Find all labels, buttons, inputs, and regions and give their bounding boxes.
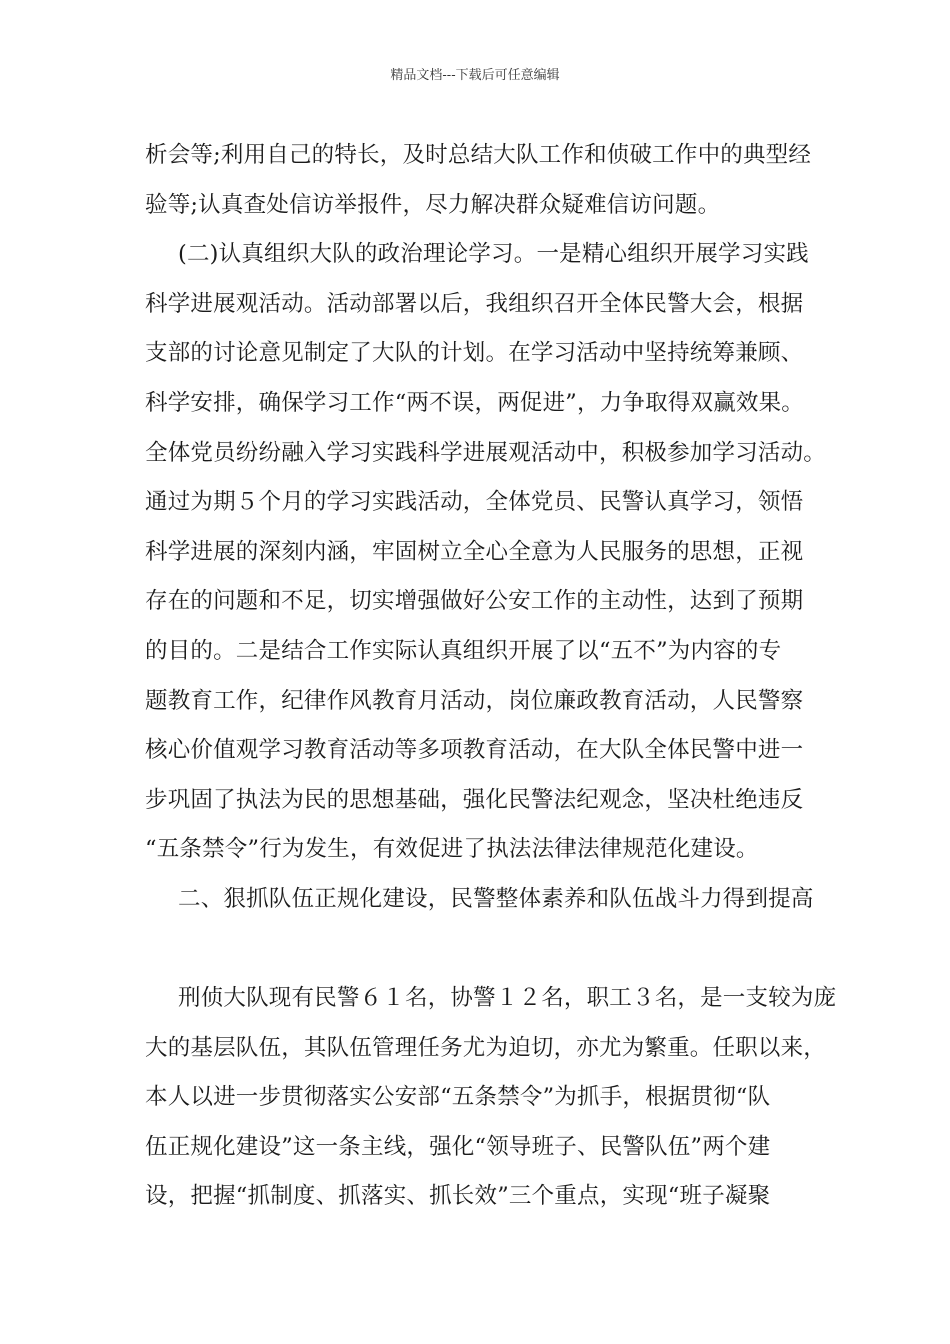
- section-heading: 二、狠抓队伍正规化建设，民警整体素养和队伍战斗力得到提高: [178, 885, 814, 912]
- text-line: 伍正规化建设”这一条主线，强化“领导班子、民警队伍”两个建: [145, 1133, 771, 1160]
- text-line: 科学安排，确保学习工作“两不误，两促进”，力争取得双赢效果。: [145, 389, 805, 416]
- text-line: 存在的问题和不足，切实增强做好公安工作的主动性，达到了预期: [145, 588, 804, 615]
- text-line: 科学进展的深刻内涵，牢固树立全心全意为人民服务的思想，正视: [145, 538, 804, 565]
- text-line: 科学进展观活动。活动部署以后，我组织召开全体民警大会，根据: [145, 290, 804, 317]
- text-line: 全体党员纷纷融入学习实践科学进展观活动中，积极参加学习活动。: [145, 439, 827, 466]
- text-line: 题教育工作，纪律作风教育月活动，岗位廉政教育活动，人民警察: [145, 687, 804, 714]
- text-line: 支部的讨论意见制定了大队的计划。在学习活动中坚持统筹兼顾、: [145, 340, 804, 367]
- text-line: 本人以进一步贯彻落实公安部“五条禁令”为抓手，根据贯彻“队: [145, 1084, 771, 1111]
- text-line: 通过为期５个月的学习实践活动，全体党员、民警认真学习，领悟: [145, 489, 804, 516]
- text-line: 验等;认真查处信访举报件，尽力解决群众疑难信访问题。: [145, 191, 721, 218]
- text-line: 的目的。二是结合工作实际认真组织开展了以“五不”为内容的专: [145, 637, 782, 664]
- paragraph-gap: [145, 925, 815, 975]
- text-line: 设，把握“抓制度、抓落实、抓长效”三个重点，实现“班子凝聚: [145, 1183, 771, 1210]
- page-header: 精品文档---下载后可任意编辑: [390, 68, 560, 83]
- text-line: 核心价值观学习教育活动等多项教育活动，在大队全体民警中进一: [145, 737, 804, 764]
- text-line: “五条禁令”行为发生，有效促进了执法法律法律规范化建设。: [145, 836, 759, 863]
- text-line: 大的基层队伍，其队伍管理任务尤为迫切，亦尤为繁重。任职以来，: [145, 1034, 827, 1061]
- text-line: 刑侦大队现有民警６１名，协警１２名，职工３名，是一支较为庞: [178, 985, 837, 1012]
- text-line: 步巩固了执法为民的思想基础，强化民警法纪观念，坚决杜绝违反: [145, 786, 804, 813]
- document-body: [145, 131, 837, 1222]
- text-line: (二)认真组织大队的政治理论学习。一是精心组织开展学习实践: [178, 241, 809, 268]
- text-line: 析会等;利用自己的特长，及时总结大队工作和侦破工作中的典型经: [145, 142, 812, 168]
